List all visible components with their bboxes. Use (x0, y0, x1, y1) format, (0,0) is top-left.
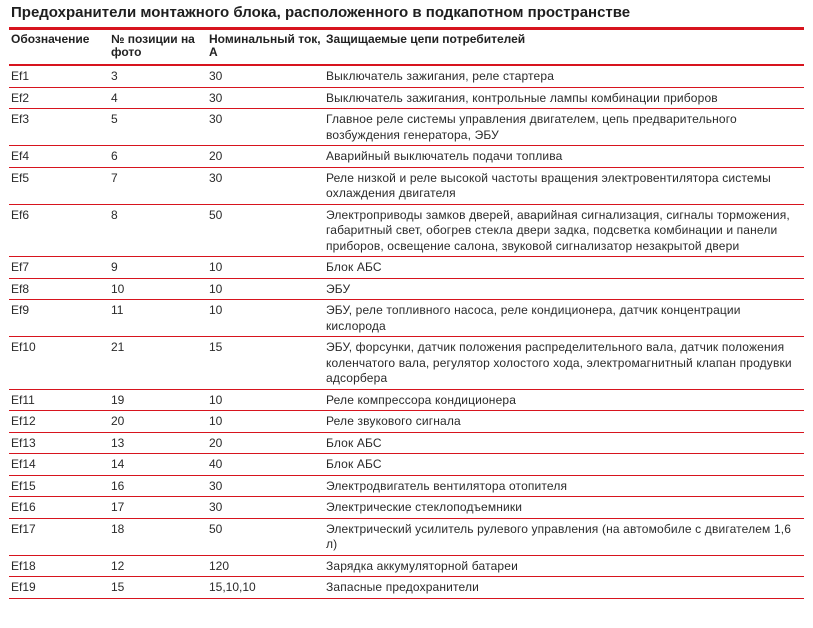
table-row (9, 257, 804, 279)
cell-designation: Ef13 (11, 435, 36, 450)
cell-position: 17 (111, 500, 125, 514)
cell-circuits: Блок АБС (326, 457, 382, 471)
cell-current: 30 (209, 170, 223, 185)
cell-current: 10 (209, 392, 223, 407)
cell-current: 40 (209, 457, 223, 471)
cell-position: 10 (111, 281, 125, 296)
header-circuits: Защищаемые цепи потребителей (326, 32, 526, 46)
cell-position: 9 (111, 260, 118, 274)
cell-position: 14 (111, 457, 125, 471)
table-body (9, 65, 804, 598)
cell-circuits: Запасные предохранители (326, 580, 479, 594)
cell-current: 10 (209, 414, 223, 428)
table-row (9, 87, 804, 109)
table-row (9, 432, 804, 454)
cell-position: 3 (111, 69, 118, 83)
cell-designation: Ef4 (11, 149, 30, 163)
cell-designation: Ef10 (11, 340, 36, 354)
cell-position: 4 (111, 90, 118, 105)
cell-circuits: Зарядка аккумуляторной батареи (326, 558, 518, 573)
cell-current: 30 (209, 112, 223, 126)
cell-current: 30 (209, 90, 223, 105)
cell-position: 8 (111, 207, 118, 222)
table-row (9, 278, 804, 300)
cell-position: 13 (111, 435, 125, 450)
cell-designation: Ef17 (11, 521, 36, 536)
cell-current: 120 (209, 558, 230, 573)
cell-position: 6 (111, 149, 118, 163)
cell-designation: Ef14 (11, 457, 36, 471)
cell-circuits: Электрические стеклоподъемники (326, 500, 523, 514)
cell-current: 30 (209, 500, 223, 514)
cell-current: 20 (209, 435, 223, 450)
cell-circuits: Электродвигатель вентилятора отопителя (326, 478, 568, 493)
cell-designation: Ef19 (11, 580, 36, 594)
cell-position: 20 (111, 414, 125, 428)
header-row (9, 29, 804, 66)
table-row (9, 475, 804, 497)
cell-current: 30 (209, 478, 223, 493)
cell-position: 7 (111, 170, 118, 185)
table-row (9, 389, 804, 411)
cell-designation: Ef1 (11, 69, 30, 83)
cell-current: 50 (209, 207, 223, 222)
cell-designation: Ef3 (11, 112, 30, 126)
cell-designation: Ef5 (11, 170, 30, 185)
table-row (9, 411, 804, 433)
cell-designation: Ef15 (11, 478, 36, 493)
cell-designation: Ef16 (11, 500, 36, 514)
cell-circuits: Реле компрессора кондиционера (326, 392, 517, 407)
table-row (9, 300, 804, 337)
cell-designation: Ef6 (11, 207, 30, 222)
cell-circuits: Выключатель зажигания, контрольные лампы комбинации приборов (326, 90, 718, 105)
header-designation: Обозначение (11, 32, 90, 46)
cell-circuits: ЭБУ, форсунки, датчик положения распределительного вала, датчик положения коленчатого вала, регулятор холостого хода, электромагнитный клапан продувки адсорбера (326, 340, 792, 385)
cell-circuits: Электроприводы замков дверей, аварийная сигнализация, сигналы торможения, габаритный свет, обогрев стекла двери задка, подсветка комбинации и панели приборов, освещение салона, звуковой сигнализатор незакрытой двери (326, 207, 790, 253)
cell-circuits: Блок АБС (326, 260, 382, 274)
cell-designation: Ef18 (11, 558, 36, 573)
table-header (9, 29, 804, 66)
cell-position: 12 (111, 558, 125, 573)
table-row (9, 337, 804, 390)
table-row (9, 497, 804, 519)
cell-circuits: Блок АБС (326, 435, 382, 450)
table-row (9, 146, 804, 168)
table-row (9, 204, 804, 257)
cell-current: 10 (209, 303, 223, 317)
cell-circuits: Аварийный выключатель подачи топлива (326, 149, 563, 163)
cell-position: 18 (111, 521, 125, 536)
cell-circuits: Главное реле системы управления двигателем, цепь предварительного возбуждения генератора, ЭБУ (326, 112, 737, 142)
table-row (9, 577, 804, 599)
cell-designation: Ef9 (11, 303, 30, 317)
cell-circuits: Реле звукового сигнала (326, 414, 461, 428)
cell-position: 15 (111, 580, 125, 594)
cell-current: 15 (209, 340, 223, 354)
cell-current: 20 (209, 149, 223, 163)
table-row (9, 518, 804, 555)
cell-circuits: Реле низкой и реле высокой частоты вращения электровентилятора системы охлаждения двигателя (326, 170, 771, 200)
cell-current: 50 (209, 521, 223, 536)
cell-position: 19 (111, 392, 125, 407)
cell-circuits: ЭБУ, реле топливного насоса, реле кондиционера, датчик концентрации кислорода (326, 303, 741, 333)
cell-designation: Ef11 (11, 392, 35, 407)
cell-current: 10 (209, 260, 223, 274)
table-row (9, 454, 804, 476)
table-row (9, 65, 804, 87)
cell-designation: Ef2 (11, 90, 30, 105)
cell-position: 11 (111, 303, 124, 317)
cell-circuits: ЭБУ (326, 281, 351, 296)
cell-current: 15,10,10 (209, 580, 256, 594)
cell-current: 30 (209, 69, 223, 83)
header-position: № позиции на фото (111, 32, 195, 59)
table-row (9, 555, 804, 577)
cell-designation: Ef7 (11, 260, 30, 274)
table-row (9, 167, 804, 204)
cell-designation: Ef8 (11, 281, 30, 296)
cell-position: 5 (111, 112, 118, 126)
cell-circuits: Выключатель зажигания, реле стартера (326, 69, 555, 83)
header-current: Номинальный ток, А (209, 32, 321, 59)
cell-designation: Ef12 (11, 414, 36, 428)
table-row (9, 109, 804, 146)
cell-circuits: Электрический усилитель рулевого управления (на автомобиле с двигателем 1,6 л) (326, 521, 792, 551)
fuse-table (9, 27, 804, 599)
cell-position: 21 (111, 340, 125, 354)
cell-current: 10 (209, 281, 223, 296)
document-title: Предохранители монтажного блока, расположенного в подкапотном пространстве (11, 4, 631, 21)
cell-position: 16 (111, 478, 125, 493)
